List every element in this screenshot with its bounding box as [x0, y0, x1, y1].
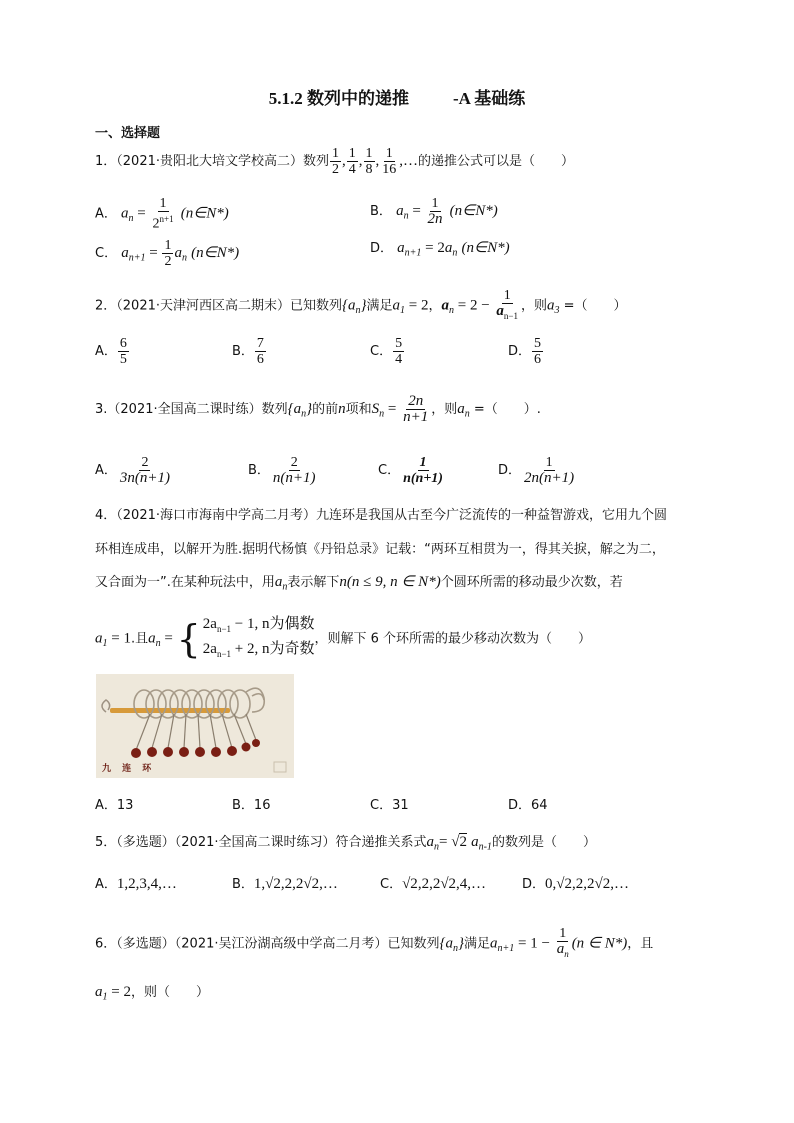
- q1-option-c[interactable]: C． $a_{n+1}$ = $\frac{1}{2}$ $a_n$ (n∈N*): [95, 238, 240, 269]
- q5-option-d[interactable]: D．0,√2,2,2√2,…: [522, 876, 629, 892]
- q5-option-a[interactable]: A．1,2,3,4,…: [95, 876, 177, 892]
- nine-linked-rings-photo: [96, 674, 294, 778]
- question-4-line-3: 又合面为一”.在某种玩法中，用$a_n$表示解下n(n ≤ 9, n ∈ N*)个圆环所需的移动最少次数，若: [95, 574, 623, 593]
- q5-option-b[interactable]: B．1,√2,2,2√2,…: [232, 876, 338, 892]
- question-5: 5．（多选题）（2021·全国高二课时练习）符合递推关系式$a_n= √2$ $a_{n-1}$的数列是（ ）: [95, 834, 596, 853]
- question-6: 6．（多选题）（2021·吴江汾湖高级中学高二月考）已知数列$\{a_n\}$满足$a_{n+1} = 1$ − $\frac{1}{a_n}$ (n ∈ N*)，且: [95, 926, 654, 959]
- question-4-line-4: $a_1 = 1$.且$a_n$ = { $2a_{n-1} - 1$, n为偶数 $2a_{n-1} + 2$, n为奇数 ，则解下 6 个环所需的最少移动次数为（ ）: [95, 614, 591, 664]
- q1-option-d[interactable]: D． $a_{n+1} = 2a_n$ (n∈N*): [370, 240, 510, 259]
- q1-option-b[interactable]: B． $a_n$ = $\frac{1}{2n}$ (n∈N*): [370, 196, 498, 227]
- title-sub: -A 基础练: [453, 89, 526, 108]
- question-4-line-2: 环相连成串，以解开为胜.据明代杨慎《丹铅总录》记载：“两环互相贯为一，得其关捩，解之为二，: [95, 542, 665, 557]
- question-2: 2．（2021·天津河西区高二期末）已知数列$\{a_n\}$满足$a_1 = 2$，$a_n = 2$ − $\frac{1}{a_{n-1}}$ ，则$a_3$ =（ ）: [95, 288, 627, 321]
- q4-option-c[interactable]: C．31: [370, 798, 409, 813]
- q2-option-d[interactable]: D． $\frac{5}{6}$: [508, 336, 542, 367]
- q4-option-b[interactable]: B．16: [232, 798, 271, 813]
- q2-option-b[interactable]: B． $\frac{7}{6}$: [232, 336, 264, 367]
- q3-option-d[interactable]: D． $\frac{1}{2n(n+1)}$: [498, 455, 575, 486]
- photo-caption: 九 连 环: [102, 764, 156, 774]
- q3-option-b[interactable]: B． $\frac{2}{n(n+1)}$: [248, 455, 316, 486]
- q4-option-a[interactable]: A．13: [95, 798, 134, 813]
- q3-option-c[interactable]: C． $\frac{1}{n(n+1)}$: [378, 455, 443, 486]
- q3-option-a[interactable]: A． $\frac{2}{3n(n+1)}$: [95, 455, 171, 486]
- question-6-line-2: $a_1 = 2$，则（ ）: [95, 984, 209, 1003]
- q4-option-d[interactable]: D．64: [508, 798, 548, 813]
- section-heading: 一、选择题: [95, 126, 161, 141]
- piecewise-cases: { $2a_{n-1} - 1$, n为偶数 $2a_{n-1} + 2$, n为奇数: [176, 616, 315, 661]
- q2-option-a[interactable]: A． $\frac{6}{5}$: [95, 336, 127, 367]
- question-3: 3.（2021·全国高二课时练）数列$\{a_n\}$的前n项和$S_n$ = $\frac{2n}{n+1}$ ，则$a_n$ =（ ）.: [95, 393, 541, 425]
- question-4-line-1: 4．（2021·海口市海南中学高二月考）九连环是我国从古至今广泛流传的一种益智游戏，它用九个圆: [95, 508, 667, 523]
- q1-option-a[interactable]: A． $a_n$ = $\frac{1}{2^{n+1}}$ (n∈N*): [95, 196, 229, 232]
- title-main: 5.1.2 数列中的递推: [268, 89, 409, 108]
- q2-option-c[interactable]: C． $\frac{5}{4}$: [370, 336, 403, 367]
- q5-option-c[interactable]: C．√2,2,2√2,4,…: [380, 876, 487, 892]
- question-1: 1．（2021·贵阳北大培文学校高二）数列 $\frac{1}{2}$ , $\frac{1}{4}$ , $\frac{1}{8}$ , $\frac{1}{16}$ ,…的递推公式可以是（ ）: [95, 146, 575, 177]
- page-title: [0, 84, 794, 109]
